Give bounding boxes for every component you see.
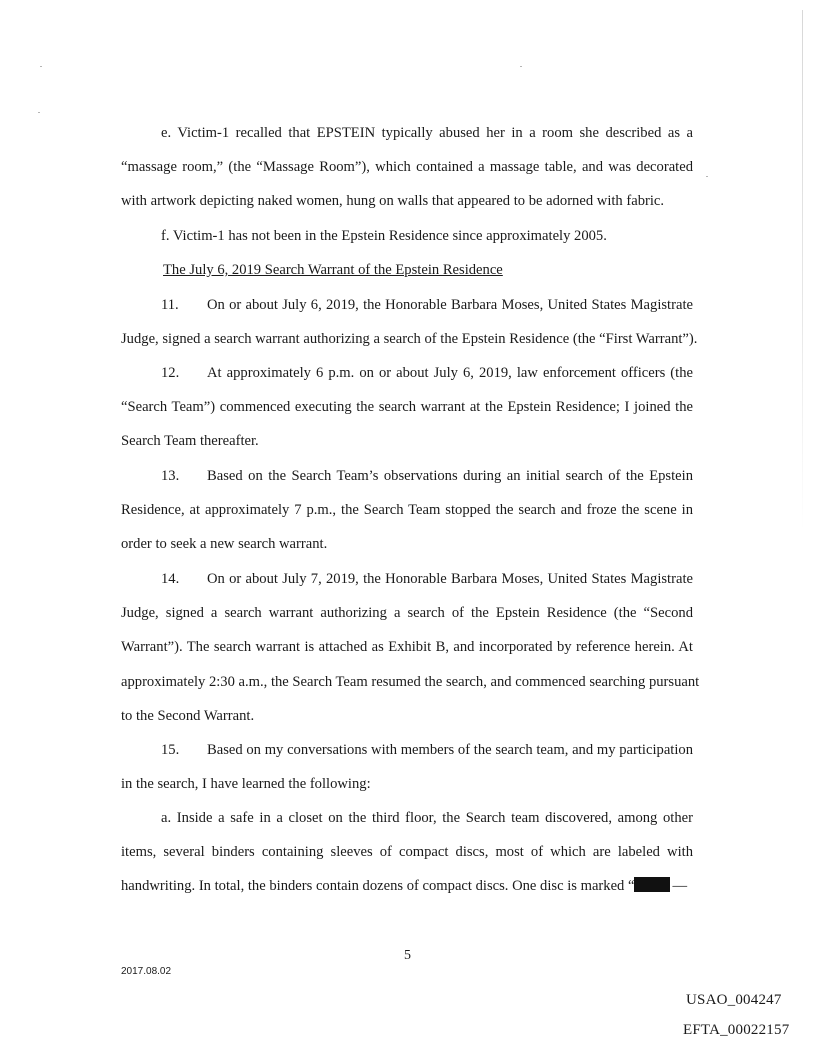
paragraph-number: 11. bbox=[161, 297, 179, 313]
text-line bbox=[121, 869, 693, 903]
text-line: f. Victim-1 has not been in the Epstein Residence since approximately 2005. bbox=[161, 228, 607, 244]
scan-speck bbox=[706, 176, 708, 177]
text-line bbox=[121, 356, 693, 390]
text-line: in the search, I have learned the following: bbox=[121, 776, 371, 793]
text-span: On or about July 7, 2019, the Honorable Barbara Moses, United States Magistrate bbox=[207, 571, 693, 587]
paragraph-11 bbox=[121, 288, 698, 356]
text-span: Based on the Search Team’s observations during an initial search of the Epstein bbox=[207, 468, 693, 484]
text-line: Judge, signed a search warrant authorizing a search of the Epstein Residence (the “First Warrant”). bbox=[121, 331, 698, 348]
scan-speck bbox=[40, 66, 42, 67]
text-line: Warrant”). The search warrant is attached as Exhibit B, and incorporated by reference herein. At bbox=[121, 639, 693, 656]
text-line bbox=[121, 459, 693, 493]
paragraph-13 bbox=[121, 459, 693, 562]
paragraph-12 bbox=[121, 356, 693, 459]
text-line: to the Second Warrant. bbox=[121, 707, 255, 724]
date-code: 2017.08.02 bbox=[121, 966, 172, 977]
text-line: Judge, signed a search warrant authorizing a search of the Epstein Residence (the “Second bbox=[121, 605, 693, 622]
paragraph-number: 13. bbox=[161, 468, 180, 484]
text-line: e. Victim-1 recalled that EPSTEIN typically abused her in a room she described as a bbox=[161, 125, 693, 141]
scan-speck bbox=[38, 112, 40, 113]
text-line bbox=[121, 288, 693, 322]
paragraph-f bbox=[121, 219, 693, 253]
text-line bbox=[121, 562, 693, 596]
text-line: order to seek a new search warrant. bbox=[121, 536, 328, 553]
text-span: On or about July 6, 2019, the Honorable Barbara Moses, United States Magistrate bbox=[207, 297, 693, 313]
paragraph-a bbox=[121, 801, 693, 904]
text-span: Based on my conversations with members of the search team, and my participation bbox=[207, 742, 693, 758]
text-line: Residence, at approximately 7 p.m., the Search Team stopped the search and froze the scene in bbox=[121, 502, 693, 519]
text-line: a. Inside a safe in a closet on the third floor, the Search team discovered, among other bbox=[161, 810, 693, 826]
text-line bbox=[121, 733, 693, 767]
scan-edge-artifact bbox=[802, 10, 803, 530]
text-span: handwriting. In total, the binders contain dozens of compact discs. One disc is marked “ bbox=[121, 878, 635, 895]
text-span: At approximately 6 p.m. on or about July 6, 2019, law enforcement officers (the bbox=[207, 365, 693, 381]
paragraph-14 bbox=[121, 562, 700, 733]
text-line: approximately 2:30 a.m., the Search Team resumed the search, and commenced searching pursuant bbox=[121, 673, 700, 690]
paragraph-e bbox=[121, 116, 693, 219]
bates-number-usao: USAO_004247 bbox=[686, 992, 782, 1008]
text-line: items, several binders containing sleeves of compact discs, most of which are labeled with bbox=[121, 844, 693, 861]
page-number: 5 bbox=[404, 948, 411, 963]
paragraph-number: 14. bbox=[161, 571, 180, 587]
scan-speck bbox=[520, 66, 522, 67]
paragraph-number: 15. bbox=[161, 742, 180, 758]
text-line: “massage room,” (the “Massage Room”), which contained a massage table, and was decorated bbox=[121, 159, 693, 176]
text-line: “Search Team”) commenced executing the search warrant at the Epstein Residence; I joined the bbox=[121, 399, 693, 416]
text-span: — bbox=[672, 878, 688, 895]
paragraph-number: 12. bbox=[161, 365, 180, 381]
text-line: with artwork depicting naked women, hung on walls that appeared to be adorned with fabric. bbox=[121, 193, 665, 210]
text-line: Search Team thereafter. bbox=[121, 433, 259, 450]
redaction-block bbox=[634, 877, 670, 892]
section-heading: The July 6, 2019 Search Warrant of the Epstein Residence bbox=[163, 262, 503, 278]
paragraph-15 bbox=[121, 733, 693, 801]
bates-number-efta: EFTA_00022157 bbox=[683, 1022, 790, 1038]
